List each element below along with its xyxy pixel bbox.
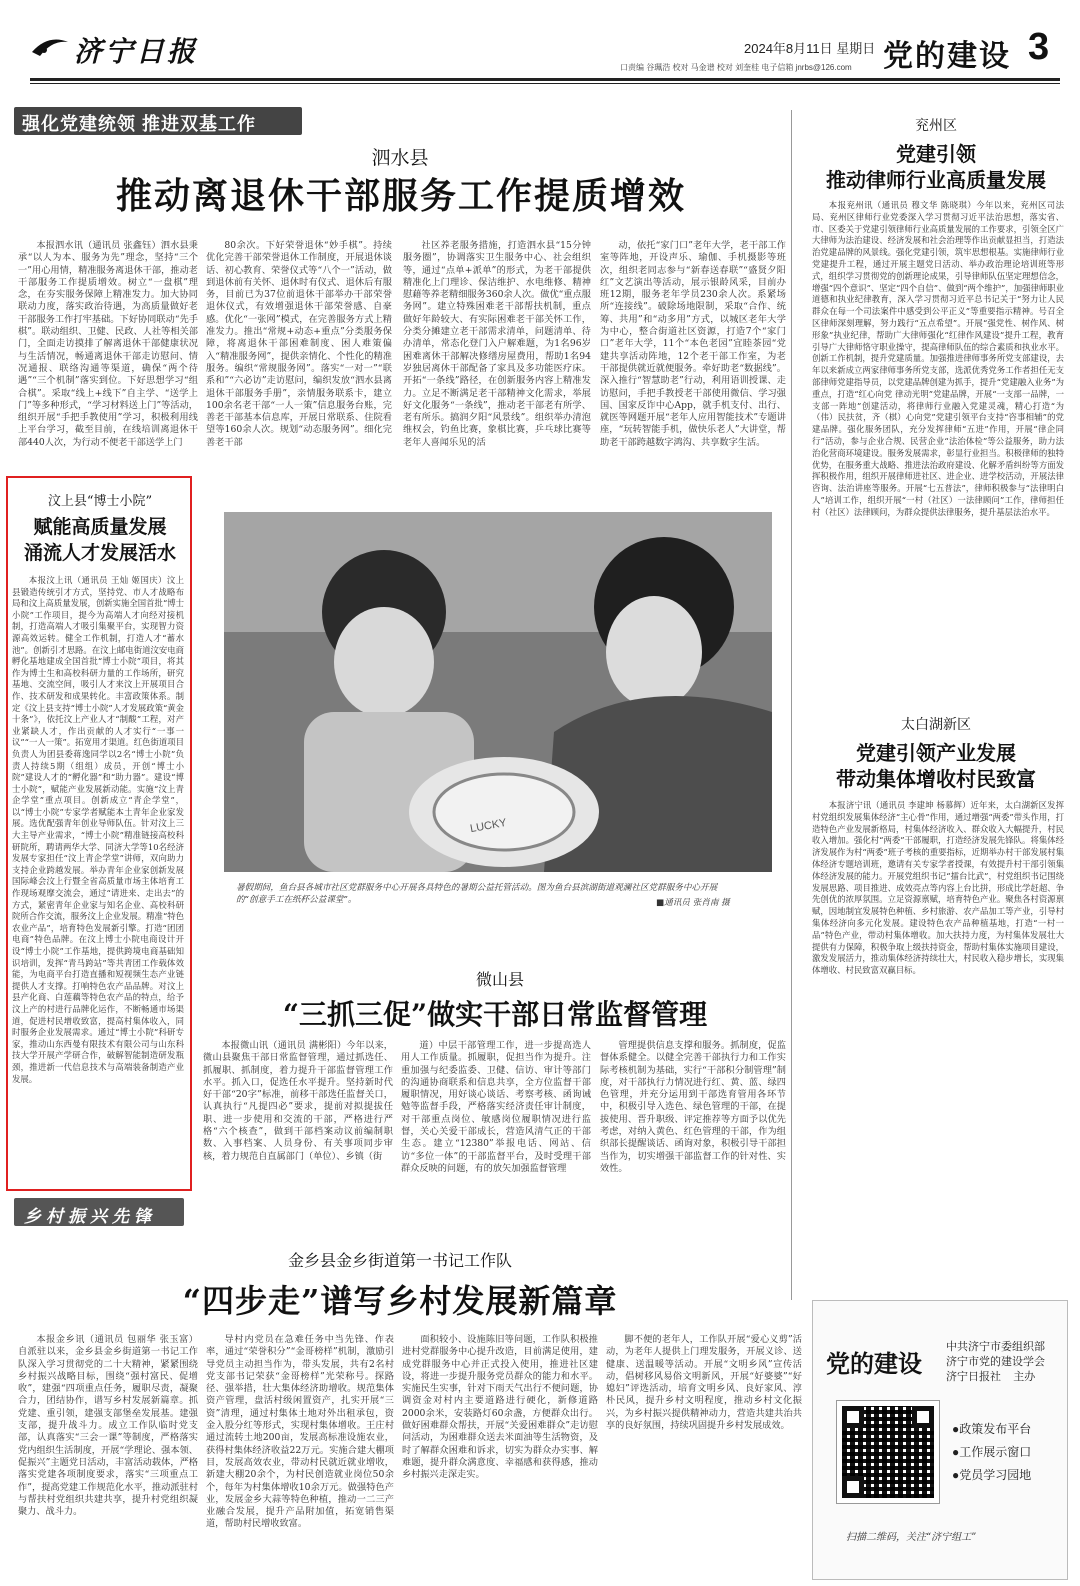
taibai-title-2: 带动集体增收村民致富 xyxy=(836,767,1036,791)
main-col-3-text: 社区养老服务措施，打造泗水县“15分钟服务圈”，协调落实卫生服务中心、社会组织等，通过“点单+派单”的形式，为老干部提供精准化上门理诊、保洁维护、水电维修、精神慰藉等养老精细服务360余人次。做优“重点服务网”。建立特殊困难老干部帮扶机制，重点做好年龄较大、有实际困难老干部关怀工作，分类分摊建立老干部需求清单，问题清单、待办清单，常态化登门入户解难题，为1名96岁困难离休干部解决修缮房屋费用，帮助1名94岁独居离休干部配备了家具及多功能医疗床。开拓“一条线”路径，在创新服务内容上精准发力。立足不断满足老干部精神文化需求，举展好文化服务“一条线”，推动老干部老有所学、老有所乐。搞润夕阳“风景线”。组织举办清泡维权会，钓鱼比赛，象棋比赛，乒乓球比赛等老年人喜闻乐见的活 xyxy=(403,240,591,448)
masthead xyxy=(0,0,1080,78)
weishan-kicker: 微山县 xyxy=(475,970,524,989)
main-headline: 推动离退休干部服务工作提质增效 xyxy=(115,175,686,216)
taibai-body-text: 本报济宁讯（通讯员 李建坤 杨慕辉）近年来，太白湖新区发挥村党组织发展集体经济“主心骨”作用，通过增强“两委”带头作用，打造特色产业发展新格局，村集体经济收入、群众收入大幅提升，村民收入增加。强化村“两委”干部履职，打造经济发展先锋队。将集体经济发展作为村“两委”班子考核的重要指标，近期举办村干部发展村集体经济专题培训班，邀请有关专家学者授课，有效提升村干部引领集体经济发展的能力。开展党组织书记“擂台比武”，村党组织书记围绕发展思路、项目推进、成效亮点等内容上台比拼，形成比学赶超、争先创优的浓厚氛围。立足资源禀赋，培育特色产业。聚焦各村资源禀赋，因地制宜发展特色种植、乡村旅游、农产品加工等产业，引导村集体经济向多元化发展。建设特色农产品种植基地，打造“一村一品”特色产业，带动村集体增收。加大扶持力度，为村集体发展壮大提供有力保障，积极争取上级扶持资金，帮助村集体实施项目建设，激发发展活力，推动集体经济持续壮大，村民收入稳步增长，实现集体增收、村民致富双赢目标。 xyxy=(812,800,1064,976)
page-number: 3 xyxy=(1028,26,1050,68)
qr-corner-icon-2 xyxy=(912,1406,934,1428)
weishan-col-3-text: 管理提供信息支撑和服务。抓制度，促监督体系健全。以健全完善干部执行力和工作实际考核机制为基础，实行“干部积分制管理”制度，对干部执行力情况进行红、黄、蓝、绿四色管理，并充分运用到干部选育管用各环节中，积极引导入选色、绿色管理的干部，在提拔使用、晋升职级、评定推荐等方面予以优先考虑，对纳入黄色、红色管理的干部，作为组织部长提醒谈话、函询对象，积极引导干部担当作为，切实增强干部监督工作的针对性、实效性。 xyxy=(600,1040,786,1174)
boxed-kicker: 汶上县“博士小院” xyxy=(47,494,153,509)
main-col-4 xyxy=(600,240,786,472)
jinxiang-col-4 xyxy=(606,1334,802,1578)
qr-corner-icon-3 xyxy=(842,1476,864,1498)
boxed-body-text: 本报汶上讯（通讯员 王灿 姬国庆）汶上县锻造传统引才方式，坚持党、市人才战略布局和汶上高质量发展，创新实施全国首批“博士小院”工作项目，提今为高端人才向经对接机制，打造高端人才吸引集聚平台，实现智力资源高效运转。健全工作机制，打造人才“蓄水池”。创新引才思路。在汶上邮电街道汶安电商孵化基地建成全国首批“博士小院”项目，将其作为博士生和高校科研力量的工作场所，研究基地、交流空间，吸引人才来汶上开展项目合作、技术研发和成果转化。丰富政策体系。制定《汶上县支持“博士小院”人才发展政策“黄金十条”》，依托汶上产业人才“制酸”工程，对产业紧缺人才，作出贡献的人才实行“一事一议”“一人一策”。拓宽用才渠道。红色街道项目负责人为团县委蒋逸同学以2名“博士小院”负责人持续5期（组组）成员，开创“博士小院”建设人才的“孵化器”和“助力器”。建设“博士小院”，赋能产业发展新动能。实施“汶上青企学堂”重点项目。创新成立“青企学堂”，以“博士小院”专家学者赋能本土青年企业家发展。选优配强青年创业导师队伍。针对汶上三大主导产业需求，“博士小院”精准链接高校科研院所，聘请两华大学、同济大学等10名经济发展专家担任“汶上青企学堂”讲师，双向助力支持企业跨越发展。举办青年企业家创新发展国际峰会汶上行暨全省高质量市场主体培育工作现场观摩交流会，通过“请进来、走出去”的方式，紧密青年企业家与知名企业、高校科研院所合作交流，服务汶上企业发展。精准“特色农业产品”，培育特色发展新引擎。打造“团团电商”特色品牌。在汶上博士小院电商设计开设“博士小院”工作基地，提供跨境电商基础知识培训，发挥“青马跨站”等共青团工作载体效能，为电商平台打造直播和短视频生态产业链提供人才支撑。打响特色农产品品牌。对汶上县产化商、白莲藕等特色农产品的特点，给予汶上产的村进行品牌化运作，不断畅通市场渠道，促进村民增收致富，提高村集体收入，同时服务企业发展需求。通过“博士小院”科研专家，推动山东西曼有限技术有限公司与山东科技大学开展产学研合作，破解智能制造研发瓶颈，推进新一代信息技术与高端装备制造产业发展。 xyxy=(12,575,184,1084)
footer-org-3-text: 济宁日报社 xyxy=(946,1371,1001,1383)
divider-vertical-right xyxy=(791,110,792,1300)
main-col-1 xyxy=(18,240,198,472)
footer-box-title: 党的建设 xyxy=(826,1351,922,1378)
newspaper-logo: 济宁日报 xyxy=(74,35,199,68)
yanzhou-title-1: 党建引领 xyxy=(896,142,976,166)
yanzhou-title-2: 推动律师行业高质量发展 xyxy=(826,168,1046,192)
jinxiang-kicker: 金乡县金乡街道第一书记工作队 xyxy=(287,1251,512,1270)
yanzhou-kicker: 兖州区 xyxy=(915,118,957,134)
masthead-rule-thin xyxy=(30,83,1060,84)
taibai-title-1: 党建引领产业发展 xyxy=(856,741,1016,765)
jinxiang-headline: “四步走”谱写乡村发展新篇章 xyxy=(182,1282,618,1320)
qr-corner-icon xyxy=(842,1406,864,1428)
rural-banner-text: 乡村振兴先锋 xyxy=(24,1207,156,1227)
footer-item-2: ●工作展示窗口 xyxy=(952,1445,1032,1459)
weishan-col-2-text: 道）中层干部管理工作，进一步提高选人用人工作质量。抓履职，促担当作为提升。注重加强与纪委监委、卫健、信访、审计等部门的沟通协商联系和信息共享，全方位监督干部履职情况，用好谈心谈话、考察考核、函询诫勉等监督手段，严格落实经济责任审计制度，对干部重点岗位、敏感岗位履职情况进行监督，关心关爱干部成长，营造风清气正的干部生态。建立“12380”举报电话、网站、信访“多位一体”的干部监督平台，及时受理干部群众反映的问题，有的放矢加强监督管理 xyxy=(401,1040,591,1174)
main-kicker: 泗水县 xyxy=(371,147,429,169)
banner-text: 强化党建统领 推进双基工作 xyxy=(22,114,256,134)
footer-org-1: 中共济宁市委组织部 xyxy=(946,1341,1045,1353)
footer-item-1: ●政策发布平台 xyxy=(952,1422,1032,1436)
main-col-2 xyxy=(206,240,392,472)
main-col-2-text: 80余次。下好荣誉退休“妙手棋”。持续优化完善干部荣誉退休工作制度，开展退休谈话、初心教育、荣誉仪式等“八个一”活动，做到退休前有关怀、退休时有仪式、退休后有服务，目前已为37位前退休干部举办干部荣誉退休仪式，有效增强退休干部荣誉感、自豪感。优化“一张网”模式，在完善服务方式上精准发力。推出“常规+动态+重点”分类服务保障，将离退休干部困难制度、困人难策偏入“精准服务网”，提供亲情化、个性化的精准服务。编织“常规服务网”。落实“一对一”“联系和”“六必访”走访慰问，编织发放“泗水县离退休干部服务手册”，亲情服务联系卡，建立100余名老干部“一人一策”信息服务台账，完善老干部基本信息库，开展日常联系、住院看望等160余人次。规划“动态服务网”。细化完善老干部 xyxy=(206,240,392,448)
weishan-col-1-text: 本报微山讯（通讯员 满彬阳）今年以来，微山县聚焦干部日常监督管理，通过抓选任、抓履职、抓制度，着力提升干部监督管理工作水平。抓入口，促选任水平提升。坚持新时代好干部“20字”标准，前移干部选任监督关口，认真执行“凡提四必”要求，提前对拟提拔任职、进一步使用和交流的干部，严格进行严格“六个核查”，做到干部档案动议前编制职数、入事档案、人员身份、有关事项同步审核，着力规范自直属部门（单位）、乡镇（街 xyxy=(203,1040,393,1162)
taibai-kicker: 太白湖新区 xyxy=(901,717,971,733)
jinxiang-col-2-text: 导村内党员在急难任务中当先锋、作表率，通过“荣誉积分”“金哥榜样”机制，激励引导党员主动担当作为，带头发展，共有2名村党支部书记荣获“金哥榜样”光荣称号。探路径、强举措，壮大集体经济助增收。规范集体资产管理，盘活村级闲置资产，扎实开展“三资”清理，通过村集体土地对外出租承包，资金入股分红等形式，实现村集体增收。王庄村通过流转土地200亩，发展高标准设施农业，获得村集体经济收益22万元。实施合建大棚项目，发展高效农业，带动村民就近就业增收，新建大棚20余个，为村民创造就业岗位50余个，每年为村集体增收10余万元。做强特色产业，发展金乡大蒜等特色种植，推动一二三产业融合发展，提升产品附加值，拓宽销售渠道，帮助村民增收致富。 xyxy=(206,1334,394,1530)
weishan-col-1 xyxy=(203,1040,393,1190)
section-name: 党的建设 xyxy=(883,40,1011,73)
jinxiang-col-1 xyxy=(18,1334,198,1578)
logo-swoosh-icon xyxy=(30,32,70,62)
boxed-title-1: 赋能高质量发展 xyxy=(33,516,167,538)
jinxiang-col-1-text: 本报金乡讯（通讯员 包丽华 张玉富）自派驻以来，金乡县金乡街道第一书记工作队深入学习贯彻党的二十大精神，紧紧围绕乡村振兴战略目标，围绕“强村富民、促增收”，建强“四项重点任务，履职尽责，凝聚合力，团结协作，谱写乡村发展新篇章。抓党建、重引领，建强支部堡垒发展基。建强支部，提升战斗力。成立工作队临时党支部，认真落实“三会一课”等制度，严格落实党内组织生活制度，开展“学理论、强本领、促振兴”主题党日活动，丰富活动载体，严格落实党建各项制度要求，落实“三项重点工作”，提高党建工作规范化水平，推动派驻村与帮扶村党组织共建共享，提升村党组织凝聚力、战斗力。 xyxy=(18,1334,198,1518)
footer-item-3: ●党员学习园地 xyxy=(952,1468,1032,1482)
footer-org-3 xyxy=(946,1368,1035,1384)
yanzhou-body xyxy=(812,200,1064,700)
taibai-body xyxy=(812,800,1064,1286)
weishan-col-2 xyxy=(401,1040,591,1190)
jinxiang-col-3 xyxy=(402,1334,598,1578)
staff-line: 口责编 谷珮浩 校对 马金谱 校对 刘奎桂 电子信箱 jnrbs@126.com xyxy=(620,63,852,72)
date-text: 2024年8月11日 xyxy=(744,41,833,56)
weishan-col-3 xyxy=(600,1040,786,1190)
main-col-3 xyxy=(403,240,591,472)
main-col-4-text: 动，依托“家门口”老年大学，老干部工作室等阵地，开设声乐、瑜伽、手机摄影等班次，组织老同志参与“新春送春联”“盛贤夕阳红”文艺演出等活动，展示银龄风采，目前办班12期，服务老年学员230余人次。系紧场所“连接线”。破除场地限制，采取“合作、统筹、共用”和“动多用”方式，以城区老年大学为中心，整合街道社区资源，打造7个“家门口”老年大学，11个“本色老园”宜睦茶园“党建共享活动阵地，12个老干部工作室，为老干部提供就近就便服务。牵好助老“数据线”。深入推行“智慧助老”行动，利用语训授课、走访慰问，手把手教授老干部使用微信、学习强国、国家反诈中心App，就手机支付、出行、就医等网题开展“老年人应用智能技术”专题讲座，“玩转智能手机，做快乐老人”大讲堂，帮助老干部跨越数字鸿沟、共享数字生活。 xyxy=(600,240,786,448)
plate-text: LUCKY xyxy=(469,816,508,836)
masthead-rule xyxy=(30,78,1060,81)
weishan-headline: “三抓三促”做实干部日常监督管理 xyxy=(282,998,708,1031)
photo-caption: 暑假期间，鱼台县各城市社区党群服务中心开展各具特色的暑期公益托管活动。图为鱼台县滨湖街道观澜社区党群服务中心开展的“创意手工在纸杯公益课堂”。 xyxy=(236,883,718,905)
footer-org-2: 济宁市党的建设学会 xyxy=(946,1356,1045,1368)
issue-date xyxy=(744,38,875,57)
boxed-title-2: 涌流人才发展活水 xyxy=(23,542,176,564)
jinxiang-col-2 xyxy=(206,1334,394,1578)
weekday-text: 星期日 xyxy=(836,41,876,56)
photo-credit: ■通讯员 张肖南 摄 xyxy=(656,898,730,908)
yanzhou-body-text: 本报兖州讯（通讯员 穆文华 陈晓琪）今年以来，兖州区司法局、兖州区律师行业党委深入学习贯彻习近平法治思想，落实省、市、区委关于党建引领律师行业高质量发展的工作要求，引领全区广大律师为法治建设、经济发展和社会治理等作出贡献显担当，打造法治党建品牌的风景线。强化党建引领，筑牢思想根基。实施律师行业党建提升工程，通过开展主题党日活动、举办政治理论培训班等形式，组织学习贯彻党的创新理论成果，引导律师队伍坚定理想信念，增强“四个意识”、坚定“四个自信”、做到“两个维护”，加强律师职业道德和执业纪律教育，深入学习贯彻习近平总书记关于“努力让人民群众在每一个司法案件中感受到公平正义”等重要指示精神。号召全区律师深刻理解，努力践行“五点希望”。开展“强党性、树作风、树形象”执业纪律，帮助广大律师强化“红律作风建设”提升工程，教育引导广大律师恪守职业操守，提高律师队伍的综合素质和执业水平。创新工作机制，提升党建质量。加强推进律师事务所党支部建设，去年以来新成立两家律师事务所党支部，选派优秀党务工作者担任无支部律师党建指导员，以党建品牌创建为抓手，提升“党建融入业务”为重点，打造“红心向党 律动光明”党建品牌，开展“一支部一品牌，一支部一阵地”创建活动，将律师行业融入党建灵魂，精心打造“为（伟）民扶贫，齐（棋）心向党”党建引领平台支持“咨事相辅”的党建品牌。强化服务团队，充分发挥律师“五进”作用，开展“律企同行”活动，参与企业合规、民营企业“法治体检”等公益服务，助力法治化营商环境建设。服务发展需求，彰显行业担当。积极律师的独特优势，在服务重大战略、推进法治政府建设、化解矛盾纠纷等方面发挥积极作用，组织开展律师进社区、进企业、进学校活动，开展法律咨询、法治讲座等服务。开展“七五普法”，律师积极参与“法律明白人”培训工作，组织开展“一村（社区）一法律顾问”工作，律师担任村（社区）法律顾问，为群众提供法律服务，提升基层法治水平。 xyxy=(812,200,1064,517)
footer-role-text: 主办 xyxy=(1013,1371,1036,1383)
jinxiang-col-3-text: 面积较小、设施陈旧等问题，工作队积极推进村党群服务中心提升改造，目前满足使用，建成党群服务中心并正式投入使用，推进社区建设，将进一步提升服务党员群众的能力和水平。实施民生实事，针对下雨天气出行不便问题，协调资金对村内主要道路进行硬化，新修道路2000余米，安装路灯60余盏，方便群众出行。做好困难群众帮扶，开展“关爱困难群众”走访慰问活动，为困难群众送去米面油等生活物资，及时了解群众困难和诉求，切实为群众办实事、解难题，提升群众满意度、幸福感和获得感，推动乡村振兴走深走实。 xyxy=(402,1334,598,1481)
footer-scan-hint: 扫描二维码，关注“济宁组工” xyxy=(846,1532,977,1543)
main-col-1-text: 本报泗水讯（通讯员 张鑫钰）泗水县秉承“以人为本、服务为先”理念，坚持“三个一”用心用情，精准服务离退休干部，推动老干部服务工作提质增效。树立“一盘棋”理念，在夯实服务保障上精准发力。加大协同联动力度，落实政治待遇，为高质量做好老干部服务工作打牢基础。下好协同联动“先手棋”。联动组织、卫健、民政、人社等相关部门，全面走访摸排了解离退休干部健康状况与生活情况，畅通离退休干部走访慰问、情况通报、联络沟通等渠道，确保“两个待遇”“三个机制”落实到位。下好思想学习“组合棋”。采取“线上+线下”自主学、“送学上门”等多种形式，“学习材料送上门”等活动，组织开展“手把手教使用”学习，积极利用线上平台学习，截至目前，在线培训离退休干部440人次，为行动不便老干部送学上门 xyxy=(18,240,198,448)
jinxiang-col-4-text: 脚不便的老年人，工作队开展“爱心义剪”活动，为老年人提供上门理发服务，开展义诊、送健康、送温暖等活动。开展“文明乡风”宣传活动，倡树移风易俗文明新风，开展“好婆婆”“好媳妇”评选活动，培育文明乡风、良好家风、淳朴民风，提升乡村文明程度，推动乡村文化振兴，为乡村振兴提供精神动力，营造共建共治共享的良好氛围，持续巩固提升乡村发展成效。 xyxy=(606,1334,802,1432)
boxed-body xyxy=(12,575,184,1183)
